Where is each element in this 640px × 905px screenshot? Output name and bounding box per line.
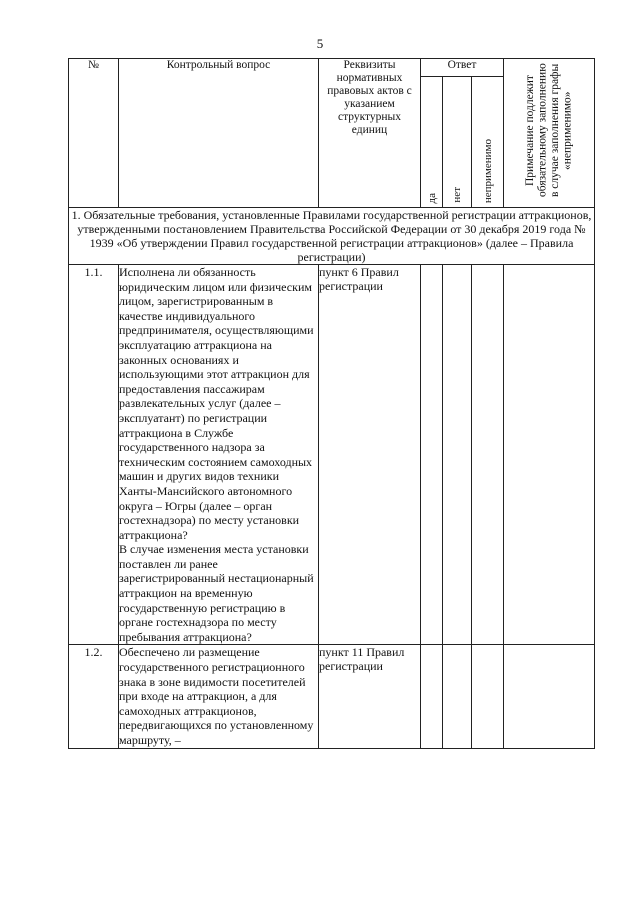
header-no: нет [451, 187, 463, 203]
header-na-cell [472, 77, 504, 208]
header-question: Контрольный вопрос [119, 59, 319, 208]
answer-yes-cell[interactable] [421, 645, 443, 748]
header-yes: да [425, 192, 438, 203]
answer-no-cell[interactable] [443, 645, 472, 748]
header-num: № [69, 59, 119, 208]
question-paragraph: Исполнена ли обязанность юридическим лицом или физическим лицом, зарегистрированным в качестве индивидуального предпринимателя, осуществляющими эксплуатацию аттракциона на законных основаниях и использующими этот аттракцион для предоставления пассажирам развлекательных услуг (далее – эксплуатант) по регистрации аттракциона в Службе государственного надзора за техническим состоянием самоходных машин и других видов техники Ханты-Мансийского автономного округа – Югры (далее – орган гостехнадзора) по месту установки аттракциона? [119, 265, 314, 542]
header-requisites: Реквизиты нормативных правовых актов с указанием структурных единиц [319, 59, 421, 208]
header-no-cell [443, 77, 472, 208]
row-number: 1.1. [69, 265, 119, 645]
header-na: неприменимо [481, 138, 494, 203]
page-number: 5 [316, 36, 324, 51]
checklist-table [68, 58, 595, 749]
row-number: 1.2. [69, 645, 119, 748]
answer-no-cell[interactable] [443, 265, 472, 645]
header-answer: Ответ [421, 59, 504, 77]
answer-na-cell[interactable] [472, 265, 504, 645]
question-paragraph: Обеспечено ли размещение государственного регистрационного знака в зоне видимости посетителей при входе на аттракцион, а для самоходных аттракционов, передвигающихся по установленному маршруту, – [119, 645, 314, 747]
note-cell[interactable] [504, 265, 595, 645]
row-requisite: пункт 6 Правил регистрации [319, 265, 421, 645]
row-question [119, 645, 319, 748]
note-cell[interactable] [504, 645, 595, 748]
header-note-cell [504, 59, 595, 208]
row-question [119, 265, 319, 645]
answer-na-cell[interactable] [472, 645, 504, 748]
table-row [69, 265, 595, 645]
answer-yes-cell[interactable] [421, 265, 443, 645]
table-row [69, 645, 595, 748]
header-yes-cell [421, 77, 443, 208]
section-title: 1. Обязательные требования, установленные Правилами государственной регистрации аттракционов, утвержденными постановлением Правительства Российской Федерации от 30 декабря 2019 года № 1939 «Об утверждении Правил государственной регистрации аттракционов» (далее – Правила регистрации) [69, 208, 595, 265]
question-paragraph: В случае изменения места установки поставлен ли ранее зарегистрированный нестационарный аттракцион на временную государственную регистрацию в органе гостехнадзора по месту пребывания аттракциона? [119, 542, 314, 644]
row-requisite: пункт 11 Правил регистрации [319, 645, 421, 748]
header-note: Примечание подлежит обязательному заполнению в случае заполнения графы «неприменимо» [524, 63, 574, 198]
